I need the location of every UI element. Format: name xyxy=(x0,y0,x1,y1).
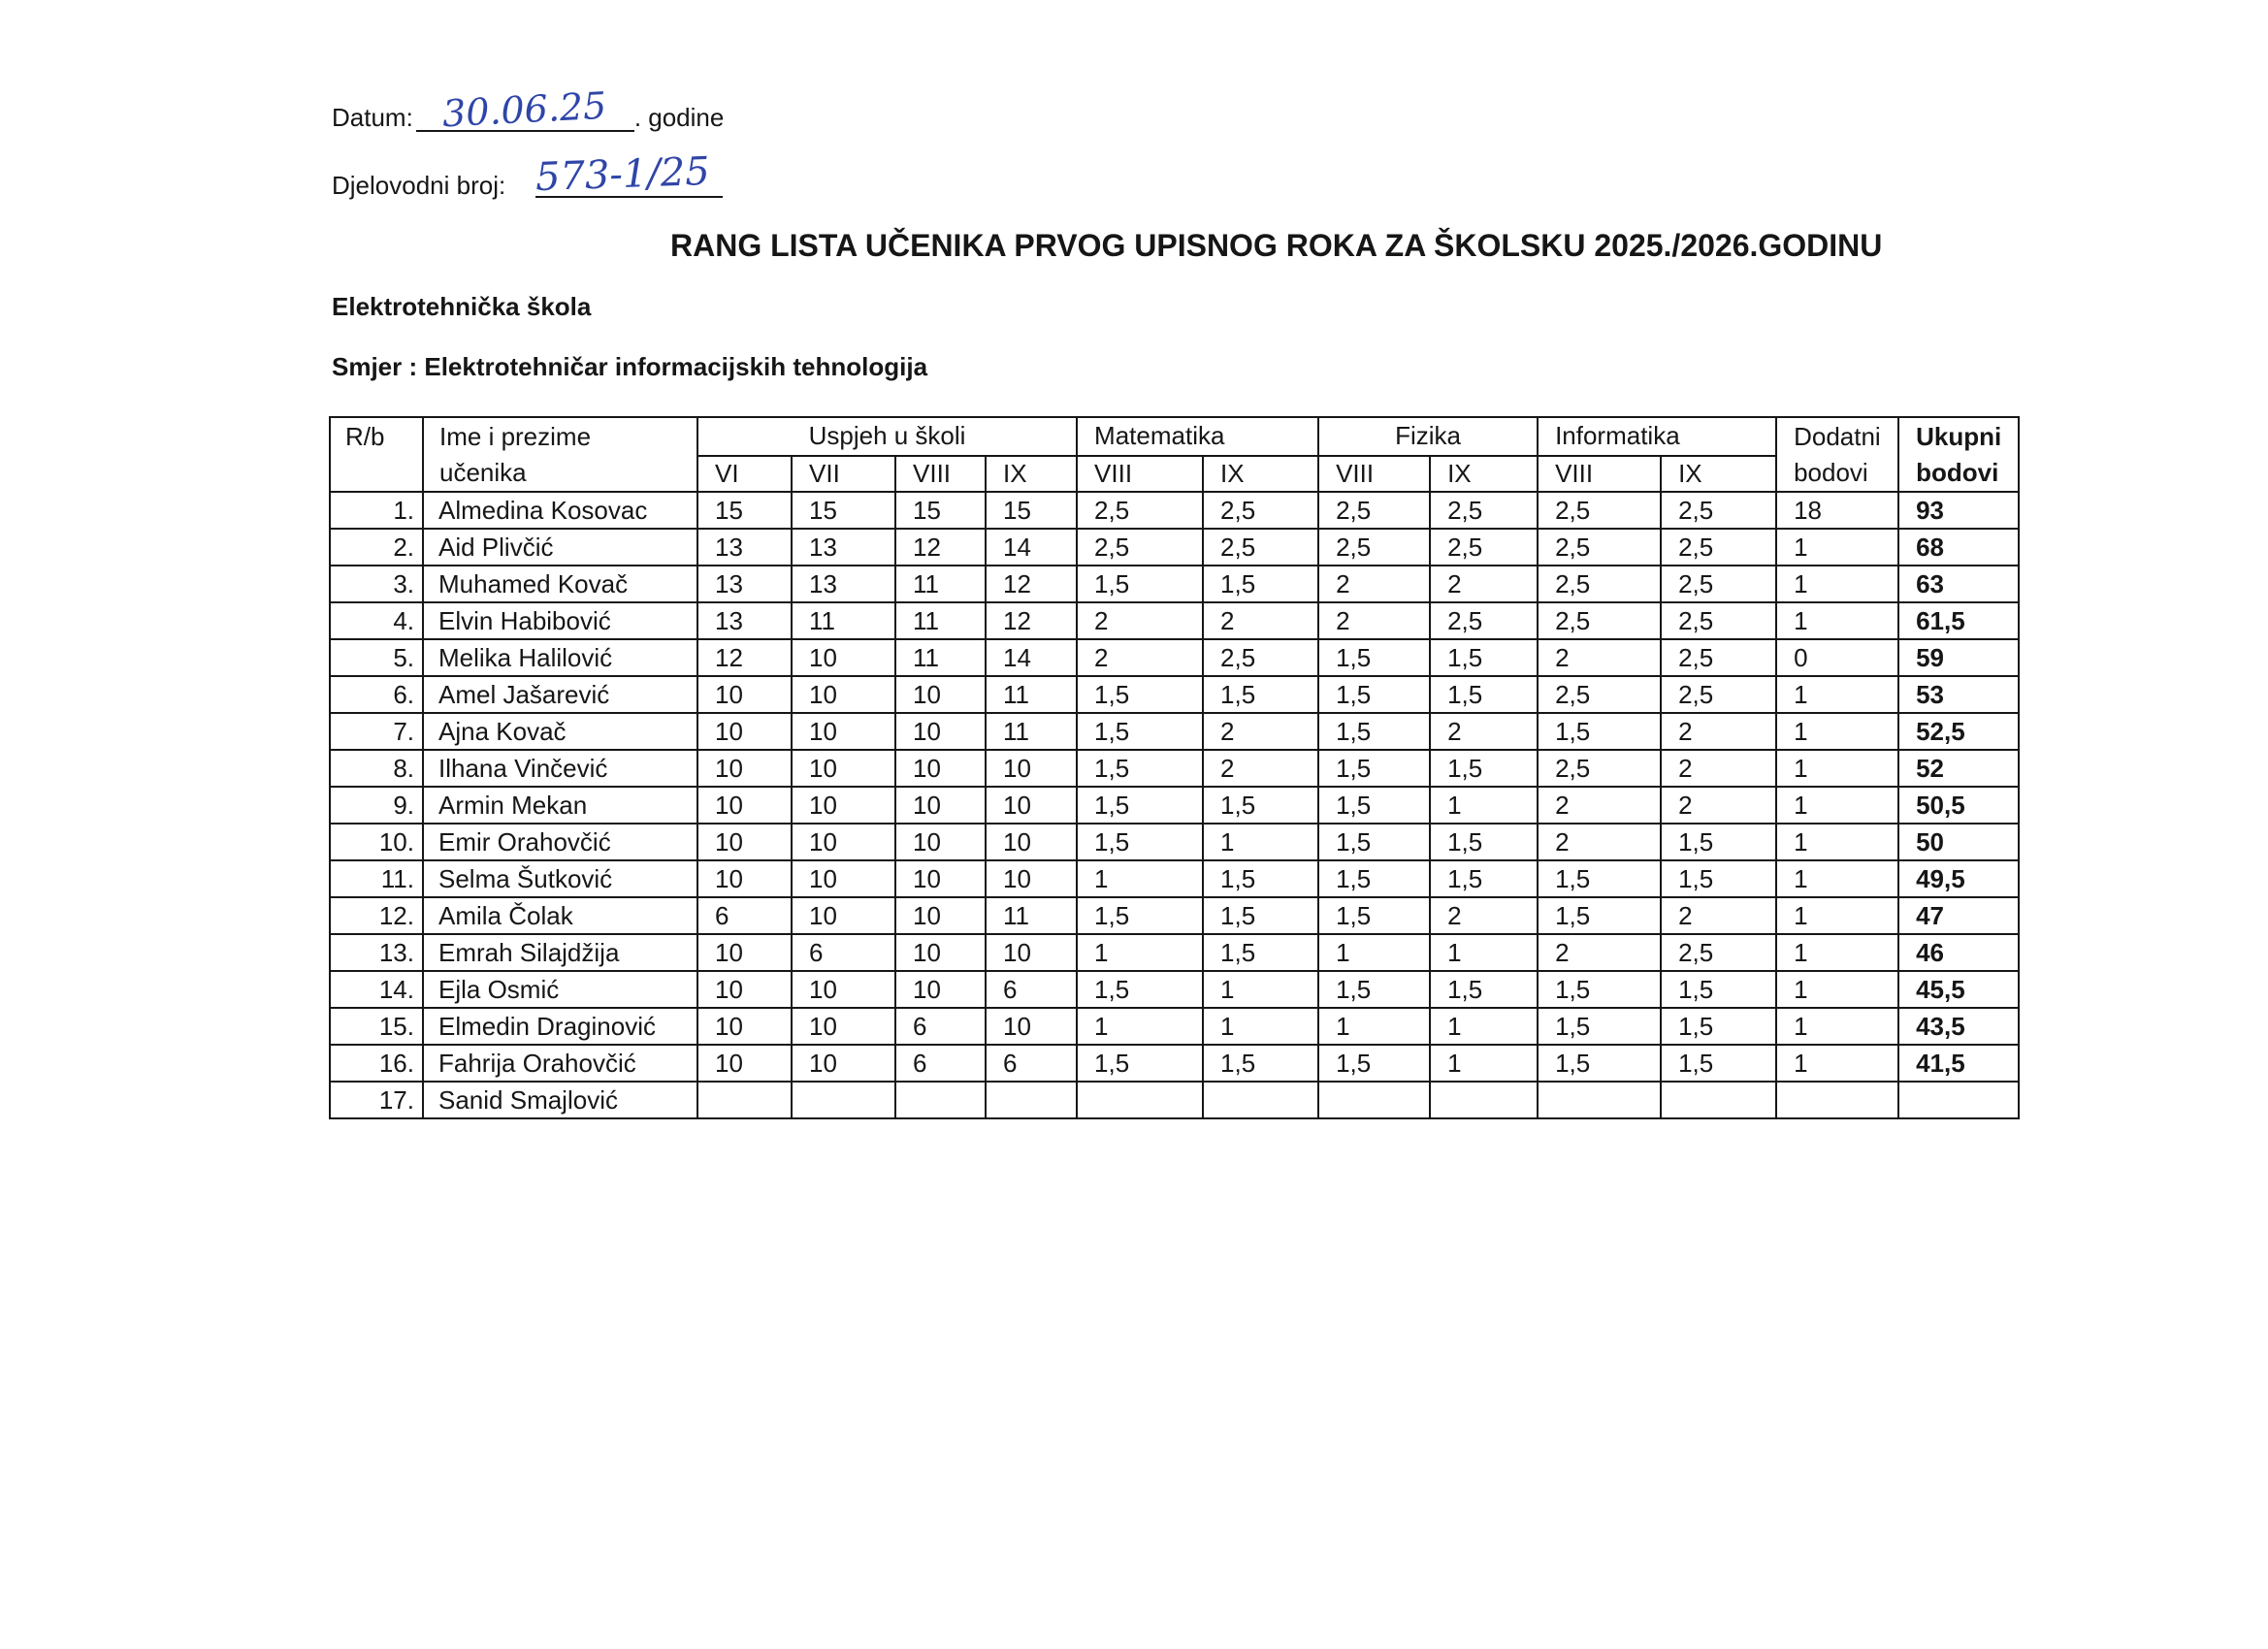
cell-math-viii: 1 xyxy=(1077,1008,1203,1045)
reference-label: Djelovodni broj: xyxy=(332,171,506,200)
cell-success-ix: 11 xyxy=(986,676,1077,713)
cell-math-viii: 1,5 xyxy=(1077,971,1203,1008)
cell-success-viii: 15 xyxy=(895,492,986,529)
cell-informatics-viii: 2 xyxy=(1538,824,1661,860)
cell-informatics-ix: 1,5 xyxy=(1661,1008,1776,1045)
cell-success-vi: 13 xyxy=(697,529,792,566)
cell-physics-ix: 1,5 xyxy=(1430,639,1538,676)
cell-informatics-ix: 2 xyxy=(1661,897,1776,934)
cell-student-name: Amila Čolak xyxy=(423,897,697,934)
table-row xyxy=(330,1082,2019,1118)
program-name: Smjer : Elektrotehničar informacijskih tehnologija xyxy=(332,352,928,381)
cell-physics-ix: 2,5 xyxy=(1430,529,1538,566)
cell-physics-viii: 1,5 xyxy=(1318,639,1430,676)
header-success-grade-vii: VII xyxy=(792,456,895,493)
date-label: Datum: xyxy=(332,103,413,132)
cell-extra-points: 1 xyxy=(1776,1045,1898,1082)
cell-rank: 4. xyxy=(330,602,423,639)
cell-physics-viii: 1,5 xyxy=(1318,750,1430,787)
cell-success-vi: 10 xyxy=(697,860,792,897)
cell-success-vi: 10 xyxy=(697,934,792,971)
table-row xyxy=(330,639,2019,676)
header-student-name-line2: učenika xyxy=(439,458,527,487)
table-row xyxy=(330,529,2019,566)
cell-math-viii: 2,5 xyxy=(1077,529,1203,566)
header-total-points-line1: Ukupni xyxy=(1916,422,2002,451)
cell-student-name: Aid Plivčić xyxy=(423,529,697,566)
cell-informatics-ix: 2,5 xyxy=(1661,639,1776,676)
cell-math-ix: 1 xyxy=(1203,824,1318,860)
cell-math-ix: 1,5 xyxy=(1203,566,1318,602)
cell-rank: 16. xyxy=(330,1045,423,1082)
cell-math-viii: 2 xyxy=(1077,639,1203,676)
cell-informatics-viii: 1,5 xyxy=(1538,1045,1661,1082)
cell-success-vii: 13 xyxy=(792,566,895,602)
cell-total-points: 50,5 xyxy=(1898,787,2019,824)
cell-student-name: Elmedin Draginović xyxy=(423,1008,697,1045)
cell-extra-points xyxy=(1776,1082,1898,1118)
cell-physics-ix: 1 xyxy=(1430,934,1538,971)
cell-success-vii: 10 xyxy=(792,897,895,934)
cell-extra-points: 1 xyxy=(1776,602,1898,639)
cell-extra-points: 1 xyxy=(1776,676,1898,713)
cell-student-name: Elvin Habibović xyxy=(423,602,697,639)
header-physics-grade-viii: VIII xyxy=(1318,456,1430,493)
table-row xyxy=(330,566,2019,602)
cell-rank: 6. xyxy=(330,676,423,713)
cell-success-ix: 15 xyxy=(986,492,1077,529)
cell-rank: 2. xyxy=(330,529,423,566)
cell-physics-viii: 1,5 xyxy=(1318,824,1430,860)
cell-rank: 14. xyxy=(330,971,423,1008)
cell-informatics-viii: 2,5 xyxy=(1538,492,1661,529)
header-physics: Fizika xyxy=(1318,417,1538,456)
cell-success-viii: 10 xyxy=(895,676,986,713)
cell-extra-points: 1 xyxy=(1776,787,1898,824)
header-total-points xyxy=(1898,417,2019,492)
cell-success-ix: 12 xyxy=(986,566,1077,602)
cell-success-vi xyxy=(697,1082,792,1118)
table-row xyxy=(330,934,2019,971)
cell-total-points: 47 xyxy=(1898,897,2019,934)
cell-informatics-ix: 1,5 xyxy=(1661,860,1776,897)
cell-success-vii: 6 xyxy=(792,934,895,971)
cell-informatics-ix: 2,5 xyxy=(1661,602,1776,639)
cell-informatics-ix: 1,5 xyxy=(1661,971,1776,1008)
cell-success-viii: 10 xyxy=(895,860,986,897)
cell-success-viii: 6 xyxy=(895,1045,986,1082)
cell-math-ix: 1,5 xyxy=(1203,676,1318,713)
cell-informatics-viii: 1,5 xyxy=(1538,897,1661,934)
cell-student-name: Sanid Smajlović xyxy=(423,1082,697,1118)
cell-physics-viii: 1,5 xyxy=(1318,1045,1430,1082)
cell-extra-points: 1 xyxy=(1776,934,1898,971)
cell-total-points: 46 xyxy=(1898,934,2019,971)
cell-student-name: Ajna Kovač xyxy=(423,713,697,750)
cell-informatics-viii: 2 xyxy=(1538,639,1661,676)
cell-total-points: 43,5 xyxy=(1898,1008,2019,1045)
cell-total-points: 53 xyxy=(1898,676,2019,713)
cell-success-viii: 10 xyxy=(895,934,986,971)
header-extra-points-line1: Dodatni xyxy=(1794,422,1881,451)
cell-student-name: Ejla Osmić xyxy=(423,971,697,1008)
cell-physics-ix: 1 xyxy=(1430,1008,1538,1045)
table-row xyxy=(330,713,2019,750)
cell-success-vi: 15 xyxy=(697,492,792,529)
cell-success-ix: 10 xyxy=(986,750,1077,787)
cell-physics-ix: 1,5 xyxy=(1430,750,1538,787)
cell-physics-viii: 2 xyxy=(1318,566,1430,602)
cell-rank: 12. xyxy=(330,897,423,934)
header-rank: R/b xyxy=(330,417,423,492)
cell-math-ix: 1 xyxy=(1203,1008,1318,1045)
cell-rank: 1. xyxy=(330,492,423,529)
cell-student-name: Ilhana Vinčević xyxy=(423,750,697,787)
cell-math-viii: 2,5 xyxy=(1077,492,1203,529)
table-row xyxy=(330,492,2019,529)
cell-success-ix xyxy=(986,1082,1077,1118)
cell-success-viii: 10 xyxy=(895,787,986,824)
cell-student-name: Emir Orahovčić xyxy=(423,824,697,860)
cell-math-viii xyxy=(1077,1082,1203,1118)
cell-informatics-viii xyxy=(1538,1082,1661,1118)
cell-math-viii: 1,5 xyxy=(1077,1045,1203,1082)
header-student-name xyxy=(423,417,697,492)
cell-informatics-viii: 1,5 xyxy=(1538,971,1661,1008)
cell-total-points: 63 xyxy=(1898,566,2019,602)
table-row xyxy=(330,897,2019,934)
cell-success-vi: 10 xyxy=(697,971,792,1008)
cell-math-ix: 2,5 xyxy=(1203,639,1318,676)
cell-extra-points: 1 xyxy=(1776,566,1898,602)
cell-rank: 3. xyxy=(330,566,423,602)
cell-physics-viii: 1 xyxy=(1318,934,1430,971)
header-mathematics: Matematika xyxy=(1077,417,1318,456)
cell-rank: 10. xyxy=(330,824,423,860)
table-row xyxy=(330,860,2019,897)
cell-success-vi: 13 xyxy=(697,602,792,639)
cell-math-ix: 1,5 xyxy=(1203,934,1318,971)
cell-student-name: Muhamed Kovač xyxy=(423,566,697,602)
cell-success-viii: 10 xyxy=(895,713,986,750)
cell-physics-viii: 2 xyxy=(1318,602,1430,639)
cell-success-vi: 12 xyxy=(697,639,792,676)
cell-success-ix: 12 xyxy=(986,602,1077,639)
cell-extra-points: 1 xyxy=(1776,971,1898,1008)
table-row xyxy=(330,676,2019,713)
cell-success-vii: 13 xyxy=(792,529,895,566)
header-extra-points-line2: bodovi xyxy=(1794,458,1868,487)
cell-rank: 15. xyxy=(330,1008,423,1045)
cell-success-vii: 10 xyxy=(792,860,895,897)
cell-math-ix: 1,5 xyxy=(1203,860,1318,897)
cell-success-ix: 10 xyxy=(986,787,1077,824)
cell-success-vii: 10 xyxy=(792,750,895,787)
cell-success-vii: 10 xyxy=(792,676,895,713)
date-value-handwritten: 30.06.25 xyxy=(440,83,608,136)
cell-total-points xyxy=(1898,1082,2019,1118)
cell-success-vii: 10 xyxy=(792,787,895,824)
cell-student-name: Amel Jašarević xyxy=(423,676,697,713)
cell-physics-viii: 1,5 xyxy=(1318,860,1430,897)
cell-success-ix: 14 xyxy=(986,639,1077,676)
cell-success-vi: 10 xyxy=(697,750,792,787)
table-row xyxy=(330,1045,2019,1082)
cell-informatics-viii: 2,5 xyxy=(1538,750,1661,787)
cell-informatics-ix: 2,5 xyxy=(1661,492,1776,529)
cell-success-viii: 10 xyxy=(895,750,986,787)
cell-math-viii: 1 xyxy=(1077,860,1203,897)
cell-informatics-ix: 2 xyxy=(1661,750,1776,787)
cell-student-name: Almedina Kosovac xyxy=(423,492,697,529)
cell-informatics-viii: 2 xyxy=(1538,934,1661,971)
cell-physics-ix: 1 xyxy=(1430,1045,1538,1082)
cell-physics-viii: 1,5 xyxy=(1318,971,1430,1008)
cell-success-vii: 10 xyxy=(792,971,895,1008)
cell-success-viii: 12 xyxy=(895,529,986,566)
header-informatics-grade-ix: IX xyxy=(1661,456,1776,493)
cell-informatics-viii: 2 xyxy=(1538,787,1661,824)
cell-extra-points: 1 xyxy=(1776,1008,1898,1045)
cell-success-viii: 11 xyxy=(895,639,986,676)
cell-physics-ix xyxy=(1430,1082,1538,1118)
cell-extra-points: 18 xyxy=(1776,492,1898,529)
cell-success-vi: 10 xyxy=(697,1045,792,1082)
cell-success-viii: 6 xyxy=(895,1008,986,1045)
cell-math-ix: 1,5 xyxy=(1203,1045,1318,1082)
header-informatics: Informatika xyxy=(1538,417,1776,456)
cell-rank: 8. xyxy=(330,750,423,787)
cell-math-viii: 1,5 xyxy=(1077,824,1203,860)
cell-total-points: 45,5 xyxy=(1898,971,2019,1008)
cell-physics-ix: 1,5 xyxy=(1430,824,1538,860)
cell-informatics-ix: 2 xyxy=(1661,787,1776,824)
cell-math-viii: 1,5 xyxy=(1077,787,1203,824)
cell-success-viii: 11 xyxy=(895,566,986,602)
header-informatics-grade-viii: VIII xyxy=(1538,456,1661,493)
cell-success-viii: 10 xyxy=(895,971,986,1008)
cell-success-ix: 11 xyxy=(986,897,1077,934)
cell-success-viii: 10 xyxy=(895,897,986,934)
cell-informatics-ix: 2,5 xyxy=(1661,529,1776,566)
cell-student-name: Armin Mekan xyxy=(423,787,697,824)
cell-success-vi: 10 xyxy=(697,713,792,750)
date-line xyxy=(332,83,725,136)
cell-math-ix: 1 xyxy=(1203,971,1318,1008)
cell-physics-ix: 1,5 xyxy=(1430,860,1538,897)
header-math-grade-ix: IX xyxy=(1203,456,1318,493)
cell-total-points: 93 xyxy=(1898,492,2019,529)
cell-rank: 9. xyxy=(330,787,423,824)
header-math-grade-viii: VIII xyxy=(1077,456,1203,493)
cell-total-points: 52,5 xyxy=(1898,713,2019,750)
cell-success-ix: 10 xyxy=(986,824,1077,860)
cell-physics-viii xyxy=(1318,1082,1430,1118)
cell-physics-viii: 2,5 xyxy=(1318,529,1430,566)
header-school-success: Uspjeh u školi xyxy=(697,417,1077,456)
cell-math-viii: 1 xyxy=(1077,934,1203,971)
cell-success-vi: 10 xyxy=(697,676,792,713)
cell-rank: 13. xyxy=(330,934,423,971)
table-row xyxy=(330,1008,2019,1045)
cell-informatics-ix: 1,5 xyxy=(1661,1045,1776,1082)
cell-success-viii: 10 xyxy=(895,824,986,860)
header-success-grade-ix: IX xyxy=(986,456,1077,493)
cell-success-ix: 10 xyxy=(986,1008,1077,1045)
cell-physics-viii: 1,5 xyxy=(1318,713,1430,750)
header-total-points-line2: bodovi xyxy=(1916,458,1999,487)
header-success-grade-viii: VIII xyxy=(895,456,986,493)
cell-physics-ix: 2 xyxy=(1430,897,1538,934)
cell-success-vi: 10 xyxy=(697,787,792,824)
cell-success-vii: 15 xyxy=(792,492,895,529)
reference-underline xyxy=(535,148,723,201)
cell-math-viii: 1,5 xyxy=(1077,713,1203,750)
cell-physics-ix: 2 xyxy=(1430,566,1538,602)
cell-success-ix: 10 xyxy=(986,934,1077,971)
cell-success-vi: 13 xyxy=(697,566,792,602)
cell-physics-ix: 2,5 xyxy=(1430,602,1538,639)
cell-physics-viii: 1,5 xyxy=(1318,787,1430,824)
date-underline xyxy=(416,83,634,136)
header-physics-grade-ix: IX xyxy=(1430,456,1538,493)
table-row xyxy=(330,971,2019,1008)
cell-physics-viii: 1,5 xyxy=(1318,676,1430,713)
cell-math-viii: 1,5 xyxy=(1077,566,1203,602)
date-suffix: . godine xyxy=(633,103,725,132)
cell-physics-viii: 1 xyxy=(1318,1008,1430,1045)
cell-math-ix xyxy=(1203,1082,1318,1118)
cell-success-vii: 10 xyxy=(792,1045,895,1082)
cell-extra-points: 1 xyxy=(1776,897,1898,934)
cell-total-points: 41,5 xyxy=(1898,1045,2019,1082)
cell-informatics-viii: 2,5 xyxy=(1538,566,1661,602)
cell-success-vii xyxy=(792,1082,895,1118)
cell-informatics-viii: 1,5 xyxy=(1538,713,1661,750)
cell-success-viii xyxy=(895,1082,986,1118)
cell-extra-points: 1 xyxy=(1776,860,1898,897)
cell-informatics-ix: 1,5 xyxy=(1661,824,1776,860)
cell-student-name: Melika Halilović xyxy=(423,639,697,676)
cell-success-vii: 10 xyxy=(792,1008,895,1045)
cell-math-viii: 1,5 xyxy=(1077,676,1203,713)
cell-success-vii: 10 xyxy=(792,824,895,860)
cell-math-ix: 2,5 xyxy=(1203,529,1318,566)
header-extra-points xyxy=(1776,417,1898,492)
table-row xyxy=(330,787,2019,824)
ranking-table xyxy=(329,416,2020,1119)
cell-success-ix: 6 xyxy=(986,971,1077,1008)
ranking-table-body xyxy=(330,492,2019,1118)
cell-math-viii: 1,5 xyxy=(1077,897,1203,934)
cell-rank: 7. xyxy=(330,713,423,750)
cell-student-name: Emrah Silajdžija xyxy=(423,934,697,971)
cell-rank: 17. xyxy=(330,1082,423,1118)
ranking-table-header xyxy=(330,417,2019,492)
cell-rank: 11. xyxy=(330,860,423,897)
cell-informatics-ix: 2,5 xyxy=(1661,566,1776,602)
cell-informatics-ix xyxy=(1661,1082,1776,1118)
reference-line xyxy=(332,148,723,201)
cell-math-ix: 2 xyxy=(1203,750,1318,787)
cell-informatics-ix: 2,5 xyxy=(1661,676,1776,713)
reference-value-handwritten: 573-1/25 xyxy=(535,148,711,201)
cell-math-ix: 2,5 xyxy=(1203,492,1318,529)
table-row xyxy=(330,602,2019,639)
cell-math-viii: 2 xyxy=(1077,602,1203,639)
cell-math-ix: 1,5 xyxy=(1203,787,1318,824)
cell-success-ix: 6 xyxy=(986,1045,1077,1082)
cell-total-points: 49,5 xyxy=(1898,860,2019,897)
cell-total-points: 50 xyxy=(1898,824,2019,860)
cell-informatics-viii: 1,5 xyxy=(1538,1008,1661,1045)
cell-success-ix: 11 xyxy=(986,713,1077,750)
cell-physics-ix: 1,5 xyxy=(1430,971,1538,1008)
cell-physics-ix: 2,5 xyxy=(1430,492,1538,529)
cell-total-points: 52 xyxy=(1898,750,2019,787)
cell-success-ix: 14 xyxy=(986,529,1077,566)
cell-informatics-viii: 2,5 xyxy=(1538,529,1661,566)
table-row xyxy=(330,750,2019,787)
cell-physics-viii: 1,5 xyxy=(1318,897,1430,934)
cell-extra-points: 1 xyxy=(1776,750,1898,787)
header-row-1 xyxy=(330,417,2019,456)
cell-informatics-viii: 1,5 xyxy=(1538,860,1661,897)
cell-success-vi: 6 xyxy=(697,897,792,934)
cell-physics-viii: 2,5 xyxy=(1318,492,1430,529)
cell-success-vii: 11 xyxy=(792,602,895,639)
cell-physics-ix: 1 xyxy=(1430,787,1538,824)
cell-informatics-ix: 2,5 xyxy=(1661,934,1776,971)
cell-math-viii: 1,5 xyxy=(1077,750,1203,787)
table-row xyxy=(330,824,2019,860)
cell-total-points: 68 xyxy=(1898,529,2019,566)
cell-physics-ix: 2 xyxy=(1430,713,1538,750)
cell-rank: 5. xyxy=(330,639,423,676)
cell-student-name: Selma Šutković xyxy=(423,860,697,897)
cell-success-viii: 11 xyxy=(895,602,986,639)
cell-extra-points: 1 xyxy=(1776,529,1898,566)
cell-success-vii: 10 xyxy=(792,639,895,676)
cell-extra-points: 1 xyxy=(1776,713,1898,750)
cell-math-ix: 2 xyxy=(1203,713,1318,750)
cell-success-vii: 10 xyxy=(792,713,895,750)
cell-total-points: 61,5 xyxy=(1898,602,2019,639)
cell-success-vi: 10 xyxy=(697,1008,792,1045)
header-success-grade-vi: VI xyxy=(697,456,792,493)
cell-student-name: Fahrija Orahovčić xyxy=(423,1045,697,1082)
document-title: RANG LISTA UČENIKA PRVOG UPISNOG ROKA ZA ŠKOLSKU 2025./2026.GODINU xyxy=(670,228,1883,263)
cell-physics-ix: 1,5 xyxy=(1430,676,1538,713)
cell-total-points: 59 xyxy=(1898,639,2019,676)
cell-informatics-ix: 2 xyxy=(1661,713,1776,750)
cell-math-ix: 1,5 xyxy=(1203,897,1318,934)
cell-informatics-viii: 2,5 xyxy=(1538,676,1661,713)
cell-math-ix: 2 xyxy=(1203,602,1318,639)
cell-success-vi: 10 xyxy=(697,824,792,860)
header-student-name-line1: Ime i prezime xyxy=(439,422,592,451)
cell-extra-points: 0 xyxy=(1776,639,1898,676)
cell-informatics-viii: 2,5 xyxy=(1538,602,1661,639)
cell-success-ix: 10 xyxy=(986,860,1077,897)
school-name: Elektrotehnička škola xyxy=(332,292,592,321)
cell-extra-points: 1 xyxy=(1776,824,1898,860)
